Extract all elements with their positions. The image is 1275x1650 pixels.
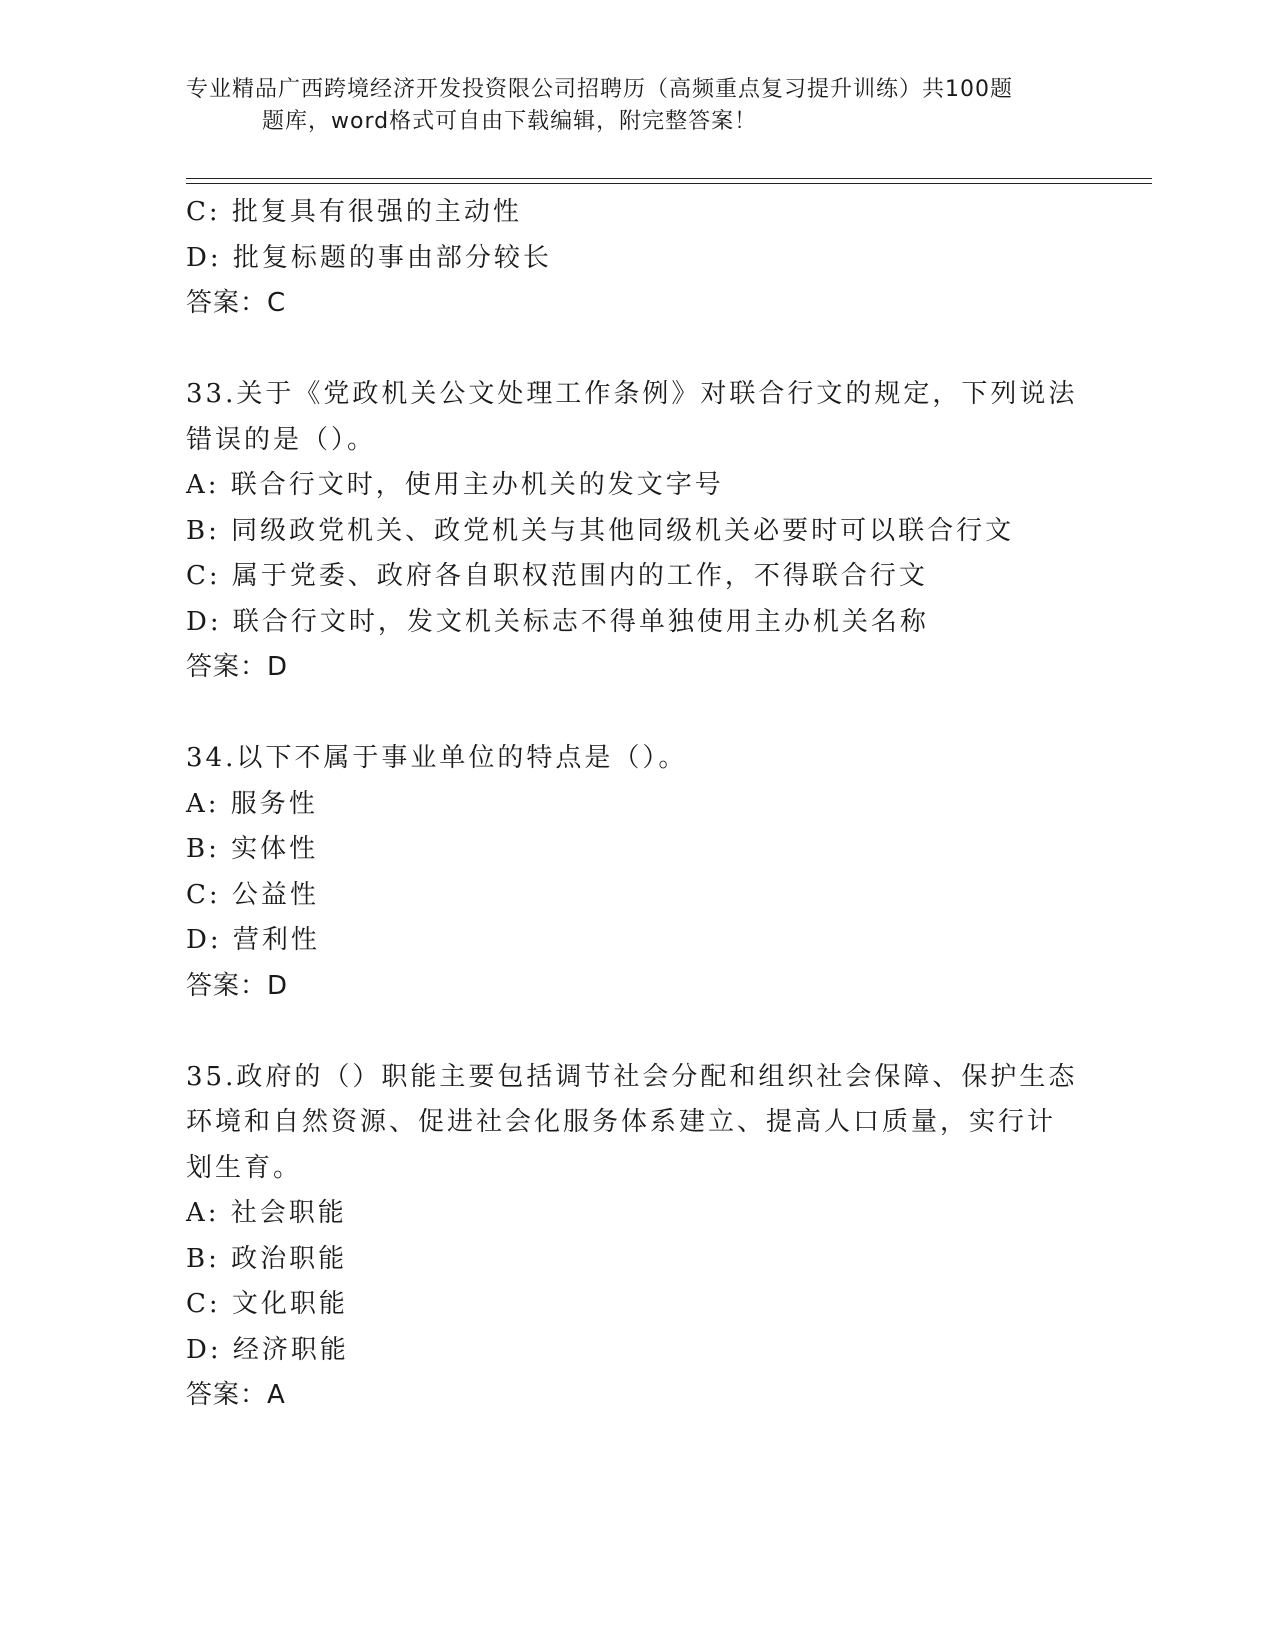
- question-stem-line: 34.以下不属于事业单位的特点是（）。: [186, 743, 688, 773]
- option-a: A: 社会职能: [186, 1198, 347, 1228]
- question-stem-line: 35.政府的（）职能主要包括调节社会分配和组织社会保障、保护生态: [186, 1061, 1078, 1092]
- header-title-line-1: 专业精品广西跨境经济开发投资限公司招聘历（高频重点复习提升训练）共100题: [186, 77, 1013, 102]
- header-divider-top: [186, 178, 1152, 179]
- option-a: A: 联合行文时，使用主办机关的发文字号: [186, 470, 724, 500]
- spacer: [186, 691, 1086, 737]
- answer-line: 答案：C: [186, 288, 287, 318]
- question-stem-line: 33.关于《党政机关公文处理工作条例》对联合行文的规定，下列说法: [186, 379, 1078, 409]
- question-stem-line: 错误的是（）。: [186, 424, 377, 455]
- question-content: [186, 190, 1086, 1419]
- option-d: D: 批复标题的事由部分较长: [186, 242, 552, 273]
- question-35: [186, 1055, 1086, 1419]
- option-c: C: 公益性: [186, 879, 319, 910]
- option-d: D: 经济职能: [186, 1334, 349, 1365]
- option-b: B: 实体性: [186, 834, 319, 864]
- spacer: [186, 327, 1086, 373]
- option-b: B: 同级政党机关、政党机关与其他同级机关必要时可以联合行文: [186, 515, 1015, 546]
- option-c: C: 属于党委、政府各自职权范围内的工作，不得联合行文: [186, 561, 928, 591]
- answer-line: 答案：D: [186, 970, 289, 1001]
- answer-line: 答案：D: [186, 652, 289, 682]
- question-34: [186, 736, 1086, 1009]
- option-d: D: 联合行文时，发文机关标志不得单独使用主办机关名称: [186, 606, 929, 637]
- header-title-line-2: 题库，word格式可自由下载编辑，附完整答案！: [262, 109, 758, 134]
- option-c: C: 批复具有很强的主动性: [186, 197, 522, 227]
- option-a: A: 服务性: [186, 788, 318, 819]
- option-b: B: 政治职能: [186, 1243, 348, 1274]
- header-divider-bottom: [186, 183, 1152, 184]
- option-c: C: 文化职能: [186, 1289, 348, 1319]
- question-32-tail: [186, 190, 1086, 327]
- question-33: [186, 372, 1086, 691]
- question-stem-line: 划生育。: [186, 1152, 303, 1183]
- answer-line: 答案：A: [186, 1380, 286, 1410]
- spacer: [186, 1009, 1086, 1055]
- question-stem-line: 环境和自然资源、促进社会化服务体系建立、提高人口质量，实行计: [186, 1107, 1057, 1137]
- page-header: [186, 74, 1086, 138]
- option-d: D: 营利性: [186, 925, 320, 955]
